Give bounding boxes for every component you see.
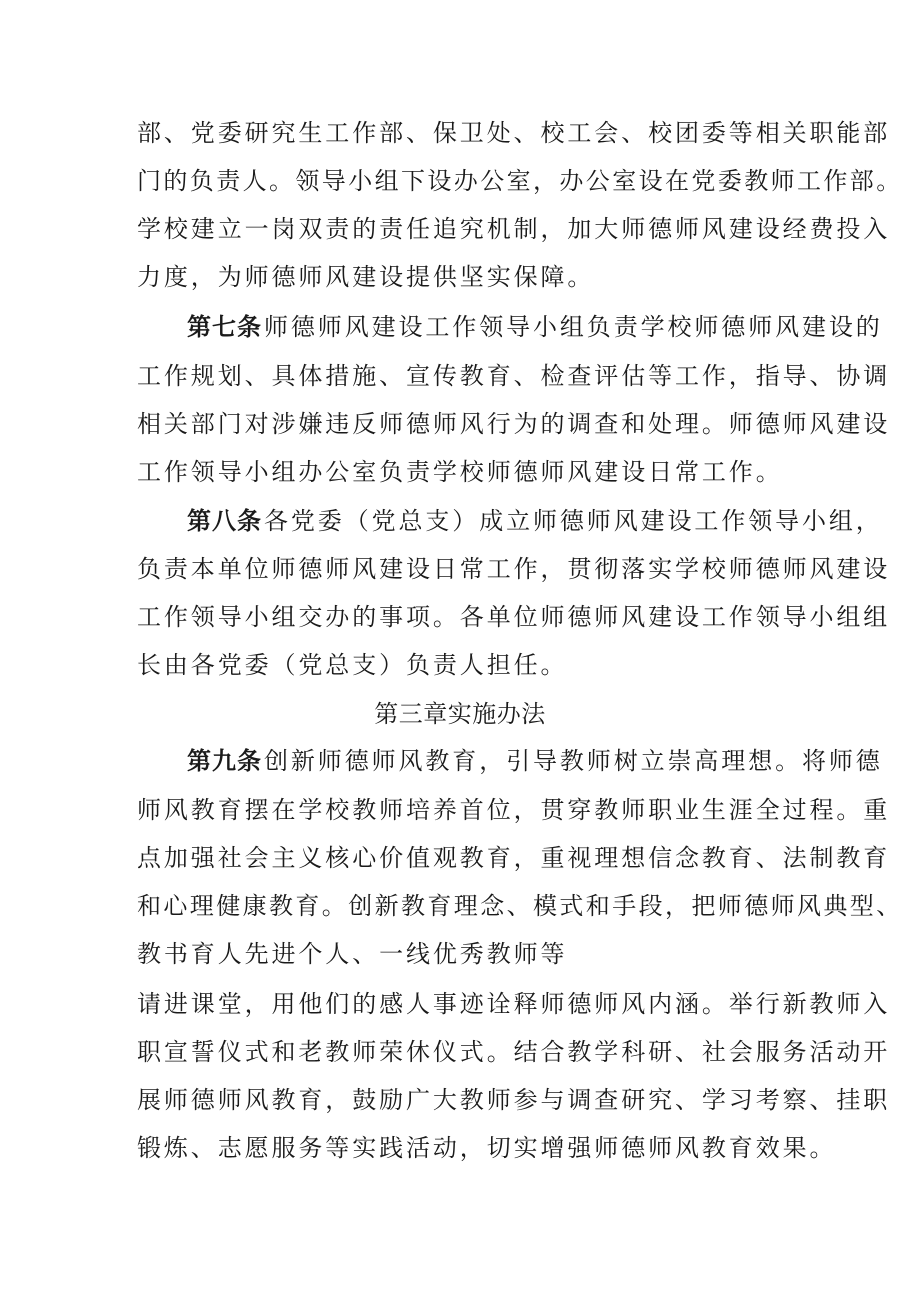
paragraph-line: 点加强社会主义核心价值观教育，重视理想信念教育、法制教育 <box>137 844 891 872</box>
chapter-heading: 第三章实施办法 <box>374 700 546 728</box>
paragraph-line: 和心理健康教育。创新教育理念、模式和手段，把师德师风典型、 <box>137 892 903 920</box>
paragraph-line: 工作规划、具体措施、宣传教育、检查评估等工作，指导、协调 <box>137 362 891 390</box>
article-7-first-line <box>187 311 883 343</box>
paragraph-line: 锻炼、志愿服务等实践活动，切实增强师德师风教育效果。 <box>137 1134 837 1162</box>
paragraph-line: 长由各党委（党总支）负责人担任。 <box>137 651 568 679</box>
article-7-label: 第七条 <box>187 313 262 341</box>
article-8-first-line <box>187 505 883 537</box>
article-9-first-line <box>187 745 883 777</box>
paragraph-line: 力度，为师德师风建设提供坚实保障。 <box>137 263 595 291</box>
paragraph-line: 展师德师风教育，鼓励广大教师参与调查研究、学习考察、挂职 <box>137 1086 891 1114</box>
article-9-text: 创新师德师风教育，引导教师树立崇高理想。将师德 <box>264 747 883 775</box>
paragraph-line: 部、党委研究生工作部、保卫处、校工会、校团委等相关职能部 <box>137 119 891 147</box>
paragraph-line: 工作领导小组交办的事项。各单位师德师风建设工作领导小组组 <box>137 603 891 631</box>
paragraph-line: 请进课堂，用他们的感人事迹诠释师德师风内涵。举行新教师入 <box>137 990 891 1018</box>
paragraph-line: 教书育人先进个人、一线优秀教师等 <box>137 940 568 968</box>
paragraph-line: 负责本单位师德师风建设日常工作，贯彻落实学校师德师风建设 <box>137 555 891 583</box>
article-8-label: 第八条 <box>187 507 262 535</box>
paragraph-line: 相关部门对涉嫌违反师德师风行为的调查和处理。师德师风建设 <box>137 410 891 438</box>
article-7-text: 师德师风建设工作领导小组负责学校师德师风建设的 <box>264 313 883 341</box>
paragraph-line: 师风教育摆在学校教师培养首位，贯穿教师职业生涯全过程。重 <box>137 796 891 824</box>
paragraph-line: 学校建立一岗双责的责任追究机制，加大师德师风建设经费投入 <box>137 215 891 243</box>
article-9-label: 第九条 <box>187 747 262 775</box>
paragraph-line: 门的负责人。领导小组下设办公室，办公室设在党委教师工作部。 <box>137 167 903 195</box>
article-8-text: 各党委（党总支）成立师德师风建设工作领导小组， <box>264 507 883 535</box>
paragraph-line: 职宣誓仪式和老教师荣休仪式。结合教学科研、社会服务活动开 <box>137 1038 891 1066</box>
paragraph-line: 工作领导小组办公室负责学校师德师风建设日常工作。 <box>137 458 783 486</box>
